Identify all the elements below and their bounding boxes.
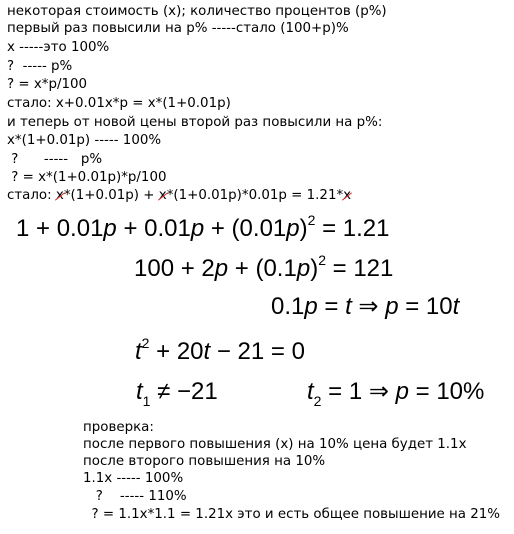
crossed-x-3: х [343, 188, 352, 203]
check-line-3: после второго повышения на 10% [83, 454, 326, 469]
equation-2: $100 + 2p + (0.1p)^2 = 121$ [134, 252, 394, 282]
equation-1: $1 + 0.01p + 0.01p + (0.01p)^2 = 1.21$ [16, 212, 390, 242]
check-line-2: после первого повышения (х) на 10% цена будет 1.1х [83, 437, 467, 452]
equation-4: $t^2 + 20t - 21 = 0$ [135, 335, 305, 365]
check-line-1: проверка: [83, 420, 154, 435]
text-line-10: ? = х*(1+0.01р)*р/100 [7, 170, 167, 185]
text-line-5: ? = х*р/100 [7, 77, 88, 92]
equation-5-root-1: $t_1 \ne -21$ [136, 378, 218, 409]
text-line-4: ? ----- р% [7, 59, 73, 74]
text-line-3: х -----это 100% [7, 40, 110, 55]
check-line-6: ? = 1.1х*1.1 = 1.21х это и есть общее повышение на 21% [83, 507, 501, 522]
crossed-x-2: х [158, 188, 167, 203]
crossed-x-1: х [55, 188, 64, 203]
text-line-6: стало: х+0.01х*р = х*(1+0.01р) [7, 96, 231, 111]
text-line-stalo-crossed: стало: х*(1+0.01р) + х*(1+0.01р)*0.01р = 1.21*х [7, 188, 352, 203]
text-line-1: некоторая стоимость (х); количество процентов (р%) [7, 4, 387, 19]
text-line-9: ? ----- р% [7, 152, 103, 167]
check-line-5: ? ----- 110% [83, 489, 187, 504]
text-line-7: и теперь от новой цены второй раз повысили на р%: [7, 115, 383, 130]
check-line-4: 1.1х ----- 100% [83, 471, 184, 486]
equation-3: 0.1p = t ⇒ p = 10t [271, 293, 460, 320]
text-line-8: х*(1+0.01р) ----- 100% [7, 133, 162, 148]
equation-5-root-2: $t_2 = 1$ ⇒ p = 10% [307, 378, 485, 409]
text-line-2: первый раз повысили на р% -----стало (100+р)% [7, 21, 349, 36]
